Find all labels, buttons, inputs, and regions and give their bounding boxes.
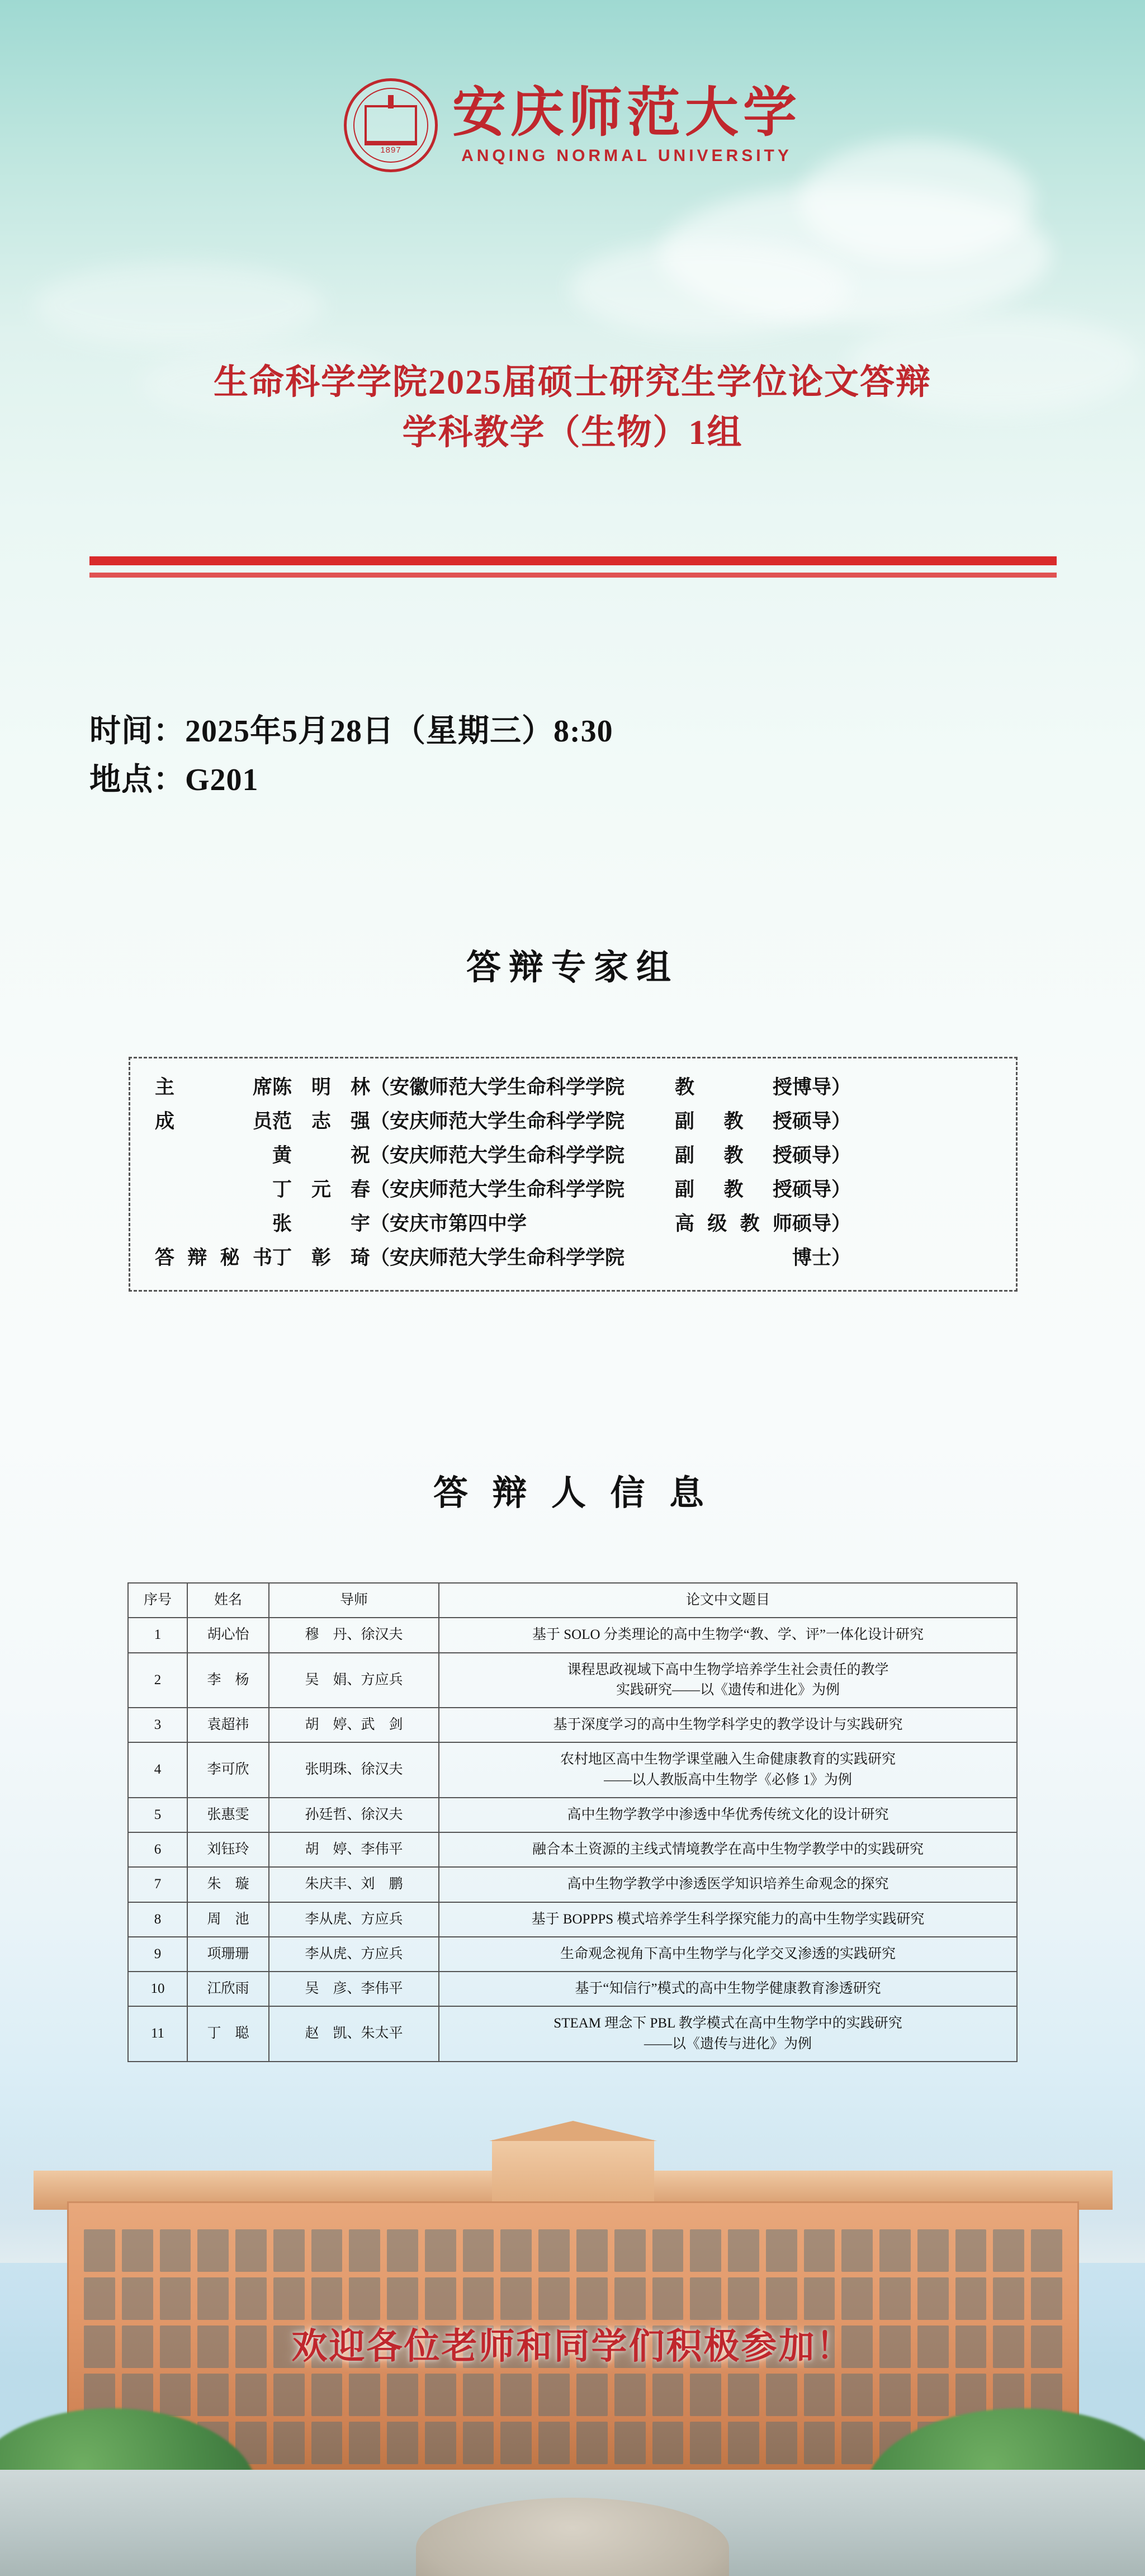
cell-advisor: 胡 婷、李伟平	[269, 1832, 439, 1867]
cell-name: 江欣雨	[187, 1972, 269, 2006]
students-heading: 答 辩 人 信 息	[433, 1474, 712, 1512]
cell-name: 胡心怡	[187, 1618, 269, 1652]
cell-topic	[439, 2006, 1017, 2062]
committee-secretary-row	[155, 1248, 991, 1268]
member-affiliation: （安徽师范大学生命科学学院	[370, 1076, 625, 1098]
table-row	[128, 1618, 1017, 1652]
table-row	[128, 1972, 1017, 2006]
member-degree: 硕导）	[792, 1145, 851, 1166]
member-affiliation: （安庆市第四中学	[370, 1213, 527, 1235]
table-header-row	[128, 1583, 1017, 1618]
member-name: 陈明林	[272, 1076, 370, 1098]
cell-no: 7	[128, 1867, 187, 1902]
table-row	[128, 1653, 1017, 1708]
cloud-decoration	[570, 240, 850, 335]
event-time: 时间：2025年5月28日（星期三）8:30	[89, 714, 613, 749]
member-degree: 硕导）	[792, 1110, 851, 1132]
cell-topic	[439, 1937, 1017, 1972]
member-role: 成员	[155, 1110, 272, 1132]
table-row	[128, 2006, 1017, 2062]
cell-topic	[439, 1653, 1017, 1708]
member-affiliation: （安庆师范大学生命科学学院	[370, 1145, 625, 1166]
column-header-advisor: 导师	[269, 1583, 439, 1618]
member-role: 主席	[155, 1076, 272, 1098]
committee-member-row	[155, 1146, 991, 1165]
cell-no: 4	[128, 1742, 187, 1798]
cell-no: 6	[128, 1832, 187, 1867]
university-name-en: ANQING NORMAL UNIVERSITY	[461, 146, 792, 166]
member-degree: 博导）	[792, 1076, 851, 1098]
cell-topic	[439, 1902, 1017, 1937]
member-degree: 硕导）	[792, 1179, 851, 1200]
table-row	[128, 1798, 1017, 1832]
column-header-no: 序号	[128, 1583, 187, 1618]
cell-no: 10	[128, 1972, 187, 2006]
title-line-2: 学科教学（生物）1组	[402, 413, 743, 452]
topic-line-2: ——以人教版高中生物学《必修 1》为例	[604, 1772, 852, 1788]
member-name: 丁元春	[272, 1179, 370, 1200]
page-title	[0, 358, 1145, 459]
cell-name: 李 杨	[187, 1653, 269, 1708]
topic-line-1: 基于深度学习的高中生物学科学史的教学设计与实践研究	[553, 1717, 903, 1732]
member-affiliation: （安庆师范大学生命科学学院	[370, 1247, 625, 1269]
topic-line-1: 基于 SOLO 分类理论的高中生物学“教、学、评”一体化设计研究	[532, 1627, 924, 1643]
cell-topic	[439, 1742, 1017, 1798]
topic-line-1: 生命观念视角下高中生物学与化学交叉渗透的实践研究	[560, 1946, 896, 1961]
cell-advisor: 孙廷哲、徐汉夫	[269, 1798, 439, 1832]
topic-line-1: 融合本土资源的主线式情境教学在高中生物学教学中的实践研究	[532, 1842, 924, 1857]
member-degree: 博士）	[792, 1247, 851, 1269]
table-row	[128, 1867, 1017, 1902]
member-rank: 高级教师	[675, 1213, 792, 1235]
member-rank: 副教授	[675, 1179, 792, 1200]
topic-line-1: 农村地区高中生物学课堂融入生命健康教育的实践研究	[560, 1752, 896, 1767]
cell-advisor: 穆 丹、徐汉夫	[269, 1618, 439, 1652]
cell-advisor: 吴 彦、李伟平	[269, 1972, 439, 2006]
cell-no: 11	[128, 2006, 187, 2062]
cell-no: 1	[128, 1618, 187, 1652]
cell-topic	[439, 1798, 1017, 1832]
university-logo	[0, 78, 1145, 172]
member-name: 范志强	[272, 1110, 370, 1132]
member-name: 张宇	[272, 1213, 370, 1235]
topic-line-1: 基于 BOPPPS 模式培养学生科学探究能力的高中生物学实践研究	[531, 1911, 925, 1927]
cell-name: 周 池	[187, 1902, 269, 1937]
cell-advisor: 张明珠、徐汉夫	[269, 1742, 439, 1798]
cell-advisor: 李从虎、方应兵	[269, 1937, 439, 1972]
university-seal-icon	[344, 78, 438, 172]
member-rank: 副教授	[675, 1145, 792, 1166]
cell-name: 丁 聪	[187, 2006, 269, 2062]
member-name: 黄祝	[272, 1145, 370, 1166]
committee-member-row	[155, 1214, 991, 1233]
table-row	[128, 1742, 1017, 1798]
cell-no: 2	[128, 1653, 187, 1708]
committee-member-row	[155, 1112, 991, 1131]
cloud-decoration	[34, 263, 324, 347]
topic-line-1: STEAM 理念下 PBL 教学模式在高中生物学中的实践研究	[553, 2016, 902, 2031]
students-table-wrapper	[127, 1582, 1018, 2062]
table-row	[128, 1832, 1017, 1867]
cell-advisor: 李从虎、方应兵	[269, 1902, 439, 1937]
table-row	[128, 1708, 1017, 1742]
table-row	[128, 1902, 1017, 1937]
topic-line-1: 高中生物学教学中渗透中华优秀传统文化的设计研究	[567, 1807, 889, 1822]
member-rank: 副教授	[675, 1110, 792, 1132]
topic-line-1: 课程思政视域下高中生物学培养学生社会责任的教学	[567, 1662, 889, 1677]
cell-no: 3	[128, 1708, 187, 1742]
cell-name: 朱 璇	[187, 1867, 269, 1902]
topic-line-2: ——以《遗传与进化》为例	[644, 2036, 812, 2052]
cell-name: 张惠雯	[187, 1798, 269, 1832]
column-header-name: 姓名	[187, 1583, 269, 1618]
cell-no: 8	[128, 1902, 187, 1937]
committee-member-row	[155, 1077, 991, 1097]
cell-topic	[439, 1618, 1017, 1652]
topic-line-1: 高中生物学教学中渗透医学知识培养生命观念的探究	[567, 1877, 889, 1892]
member-rank: 教授	[675, 1076, 792, 1098]
divider	[89, 556, 1057, 578]
students-table	[127, 1582, 1018, 2062]
committee-heading: 答辩专家组	[466, 949, 679, 987]
cell-advisor: 朱庆丰、刘 鹏	[269, 1867, 439, 1902]
column-header-topic: 论文中文题目	[439, 1583, 1017, 1618]
cell-name: 袁超祎	[187, 1708, 269, 1742]
member-role: 答辩秘书	[155, 1247, 272, 1269]
cell-name: 项珊珊	[187, 1937, 269, 1972]
member-degree: 硕导）	[792, 1213, 851, 1235]
committee-member-row	[155, 1180, 991, 1199]
cell-name: 李可欣	[187, 1742, 269, 1798]
cell-topic	[439, 1867, 1017, 1902]
welcome-message: 欢迎各位老师和同学们积极参加！	[291, 2327, 854, 2366]
cell-advisor: 胡 婷、武 剑	[269, 1708, 439, 1742]
table-row	[128, 1937, 1017, 1972]
event-meta	[89, 707, 613, 805]
cell-name: 刘钰玲	[187, 1832, 269, 1867]
cell-no: 5	[128, 1798, 187, 1832]
member-name: 丁彰琦	[272, 1247, 370, 1269]
seal-year: 1897	[380, 145, 401, 155]
cell-advisor: 赵 凯、朱太平	[269, 2006, 439, 2062]
topic-line-2: 实践研究——以《遗传和进化》为例	[616, 1682, 840, 1698]
title-line-1: 生命科学学院2025届硕士研究生学位论文答辩	[213, 363, 931, 401]
cell-no: 9	[128, 1937, 187, 1972]
member-affiliation: （安庆师范大学生命科学学院	[370, 1110, 625, 1132]
university-name-cn: 安庆师范大学	[452, 82, 801, 143]
cell-advisor: 吴 娟、方应兵	[269, 1653, 439, 1708]
cell-topic	[439, 1832, 1017, 1867]
cell-topic	[439, 1972, 1017, 2006]
topic-line-1: 基于“知信行”模式的高中生物学健康教育渗透研究	[575, 1981, 881, 1996]
committee-box	[129, 1057, 1018, 1292]
event-place: 地点：G201	[89, 762, 259, 797]
member-affiliation: （安庆师范大学生命科学学院	[370, 1179, 625, 1200]
cell-topic	[439, 1708, 1017, 1742]
